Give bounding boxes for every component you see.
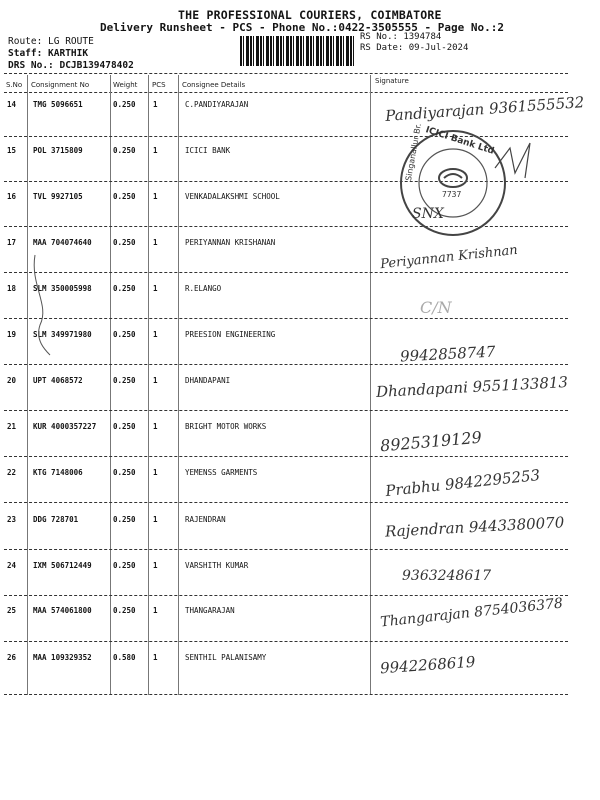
- row-consignment: MAA 109329352: [33, 653, 92, 662]
- stamp-bank-name: ICICI Bank Ltd: [424, 125, 496, 157]
- row-consignment: MAA 704074640: [33, 238, 92, 247]
- row-consignment: UPT 4068572: [33, 376, 83, 385]
- col-header-weight: Weight: [113, 81, 138, 89]
- row-consignment: TVL 9927105: [33, 192, 83, 201]
- col-header-signature: Signature: [375, 77, 409, 85]
- rs-number: RS No.: 1394784: [360, 32, 442, 42]
- row-consignee: ICICI BANK: [185, 146, 231, 155]
- row-consignee: SENTHIL PALANISAMY: [185, 653, 267, 662]
- row-sno: 14: [7, 100, 17, 109]
- row-pcs: 1: [153, 284, 158, 293]
- margin-scribble: [20, 255, 60, 355]
- row-pcs: 1: [153, 515, 158, 524]
- row-weight: 0.250: [113, 284, 136, 293]
- row-separator: [4, 502, 568, 503]
- signature-handwriting: Periyannan Krishnan: [379, 242, 519, 273]
- row-sno: 23: [7, 515, 17, 524]
- row-weight: 0.250: [113, 422, 136, 431]
- row-sno: 25: [7, 606, 17, 615]
- col-header-pcs: PCS: [152, 81, 166, 89]
- row-pcs: 1: [153, 561, 158, 570]
- row-sno: 18: [7, 284, 17, 293]
- col-divider: [370, 75, 371, 695]
- stamp-initials: SNX: [412, 206, 444, 222]
- row-consignment: KTG 7148006: [33, 468, 83, 477]
- row-weight: 0.250: [113, 515, 136, 524]
- row-weight: 0.250: [113, 330, 136, 339]
- col-divider: [110, 75, 111, 695]
- row-sno: 16: [7, 192, 17, 201]
- row-consignee: VARSHITH KUMAR: [185, 561, 249, 570]
- signature-handwriting: C/N: [420, 298, 452, 317]
- row-weight: 0.250: [113, 192, 136, 201]
- row-pcs: 1: [153, 330, 158, 339]
- row-separator: [4, 641, 568, 642]
- row-separator: [4, 549, 568, 550]
- row-separator: [4, 694, 568, 695]
- rs-date: RS Date: 09-Jul-2024: [360, 43, 469, 53]
- row-pcs: 1: [153, 468, 158, 477]
- staff-label: Staff: KARTHIK: [8, 48, 89, 59]
- row-separator: [4, 318, 568, 319]
- signature-handwriting: 9942268619: [379, 652, 476, 678]
- row-consignment: TMG 5096651: [33, 100, 83, 109]
- header-rule-bottom: [4, 92, 568, 93]
- row-weight: 0.580: [113, 653, 136, 662]
- row-consignee: BRIGHT MOTOR WORKS: [185, 422, 267, 431]
- row-pcs: 1: [153, 192, 158, 201]
- row-pcs: 1: [153, 376, 158, 385]
- row-consignee: RAJENDRAN: [185, 515, 226, 524]
- drs-barcode: [240, 36, 356, 66]
- row-separator: [4, 364, 568, 365]
- signature-handwriting: Pandiyarajan 9361555532: [384, 93, 585, 125]
- row-weight: 0.250: [113, 376, 136, 385]
- row-sno: 19: [7, 330, 17, 339]
- row-pcs: 1: [153, 146, 158, 155]
- row-consignment: SLM 349971980: [33, 330, 92, 339]
- row-consignment: KUR 4000357227: [33, 422, 97, 431]
- row-weight: 0.250: [113, 100, 136, 109]
- row-weight: 0.250: [113, 468, 136, 477]
- signature-stroke: [490, 138, 550, 188]
- company-title: THE PROFESSIONAL COURIERS, COIMBATORE: [178, 8, 442, 22]
- col-divider: [148, 75, 149, 695]
- row-pcs: 1: [153, 606, 158, 615]
- row-consignee: VENKADALAKSHMI SCHOOL: [185, 192, 280, 201]
- col-divider: [27, 75, 28, 695]
- row-consignment: DDG 728701: [33, 515, 79, 524]
- row-consignee: DHANDAPANI: [185, 376, 231, 385]
- signature-handwriting: 9942858747: [399, 342, 496, 366]
- drs-number: DRS No.: DCJB139478402: [8, 60, 134, 71]
- stamp-code: 7737: [442, 190, 462, 199]
- row-separator: [4, 456, 568, 457]
- header-rule-top: [4, 73, 568, 74]
- col-header-sno: S.No: [6, 81, 23, 89]
- signature-handwriting: 9363248617: [402, 568, 492, 584]
- row-consignee: YEMENSS GARMENTS: [185, 468, 258, 477]
- signature-handwriting: 8925319129: [379, 427, 483, 456]
- row-consignment: IXM 506712449: [33, 561, 92, 570]
- row-pcs: 1: [153, 238, 158, 247]
- row-separator: [4, 595, 568, 596]
- row-sno: 17: [7, 238, 17, 247]
- row-pcs: 1: [153, 422, 158, 431]
- row-weight: 0.250: [113, 606, 136, 615]
- row-separator: [4, 410, 568, 411]
- row-consignee: PERIYANNAN KRISHANAN: [185, 238, 276, 247]
- col-divider: [178, 75, 179, 695]
- row-separator: [4, 272, 568, 273]
- row-pcs: 1: [153, 100, 158, 109]
- runsheet-title: Delivery Runsheet - PCS - Phone No.:0422-3505555 - Page No.:2: [100, 21, 504, 34]
- row-consignee: R.ELANGO: [185, 284, 222, 293]
- col-header-consignment: Consignment No: [31, 81, 90, 89]
- row-consignment: POL 3715809: [33, 146, 83, 155]
- row-weight: 0.250: [113, 561, 136, 570]
- signature-handwriting: Dhandapani 9551133813: [375, 372, 569, 402]
- row-consignee: THANGARAJAN: [185, 606, 235, 615]
- row-weight: 0.250: [113, 238, 136, 247]
- row-pcs: 1: [153, 653, 158, 662]
- row-sno: 15: [7, 146, 17, 155]
- row-sno: 22: [7, 468, 17, 477]
- col-header-consignee: Consignee Details: [182, 81, 246, 89]
- row-consignee: PREESION ENGINEERING: [185, 330, 276, 339]
- signature-handwriting: Rajendran 9443380070: [384, 513, 565, 541]
- signature-handwriting: Thangarajan 8754036378: [379, 595, 564, 631]
- row-sno: 20: [7, 376, 17, 385]
- row-consignment: SLM 350005998: [33, 284, 92, 293]
- row-consignee: C.PANDIYARAJAN: [185, 100, 249, 109]
- route-label: Route: LG ROUTE: [8, 36, 94, 47]
- row-sno: 26: [7, 653, 17, 662]
- row-sno: 21: [7, 422, 17, 431]
- stamp-branch: Singanallur Br.: [404, 122, 423, 182]
- signature-handwriting: Prabhu 9842295253: [384, 465, 541, 501]
- row-weight: 0.250: [113, 146, 136, 155]
- row-consignment: MAA 574061800: [33, 606, 92, 615]
- row-sno: 24: [7, 561, 17, 570]
